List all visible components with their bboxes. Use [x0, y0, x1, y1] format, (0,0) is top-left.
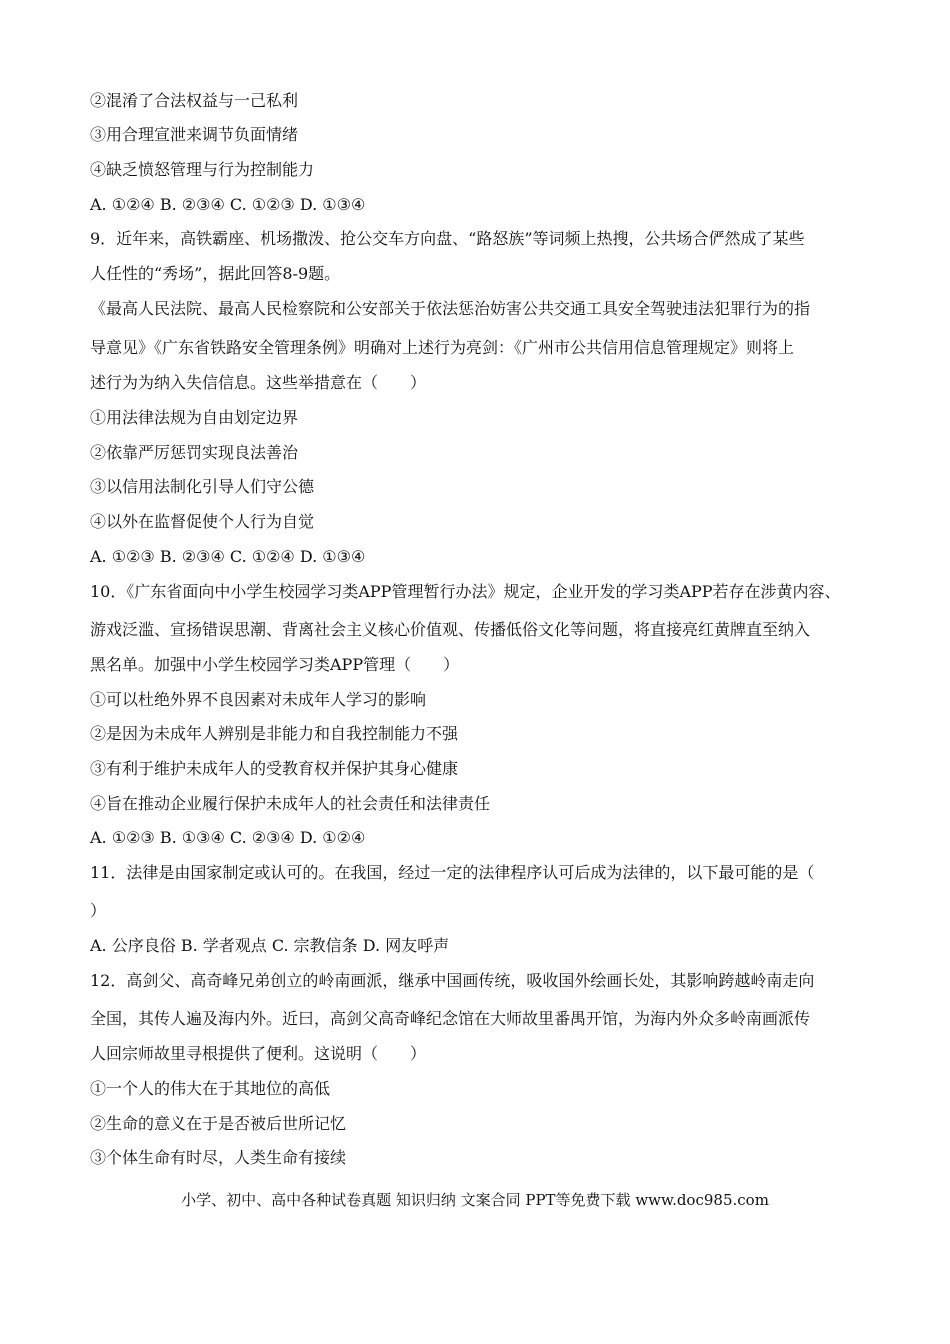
text-line: ②生命的意义在于是否被后世所记忆 — [90, 1114, 347, 1133]
answer-options: A. ①②③ B. ①③④ C. ②③④ D. ①②④ — [90, 828, 366, 847]
text-line: ①用法律法规为自由划定边界 — [90, 408, 299, 427]
page-footer: 小学、初中、高中各种试卷真题 知识归纳 文案合同 PPT等免费下载 www.doc985.com — [181, 1191, 769, 1209]
text-line: 人回宗师故里寻根提供了便利。这说明（ ） — [90, 1044, 427, 1063]
answer-options: A. 公序良俗 B. 学者观点 C. 宗教信条 D. 网友呼声 — [90, 936, 450, 955]
text-line: ） — [90, 901, 107, 920]
text-line: 游戏泛滥、宣扬错误思潮、背离社会主义核心价值观、传播低俗文化等问题，将直接亮红黄牌直至纳入 — [90, 620, 811, 639]
text-line: 全国，其传人遍及海内外。近曰，高剑父高奇峰纪念馆在大师故里番禺开馆，为海内外众多岭南画派传 — [90, 1009, 811, 1028]
text-line: 导意见》《广东省铁路安全管理条例》明确对上述行为亮剑：《广州市公共信用信息管理规定》则将上 — [90, 338, 795, 357]
answer-options: A. ①②③ B. ②③④ C. ①②④ D. ①③④ — [90, 547, 366, 566]
text-line: ①一个人的伟大在于其地位的高低 — [90, 1079, 331, 1098]
question-12: 12．高剑父、高奇峰兄弟创立的岭南画派，继承中国画传统，吸收国外绘画长处，其影响跨越岭南走向 — [90, 971, 815, 990]
text-line: ③有利于维护未成年人的受教育权并保护其身心健康 — [90, 759, 459, 778]
question-11: 11．法律是由国家制定或认可的。在我国，经过一定的法律程序认可后成为法律的，以下最可能的是（ — [90, 863, 815, 882]
text-line: ①可以杜绝外界不良因素对未成年人学习的影响 — [90, 690, 427, 709]
text-line: ④缺乏愤怒管理与行为控制能力 — [90, 160, 315, 179]
text-line: ②依靠严厉惩罚实现良法善治 — [90, 443, 299, 462]
text-line: ③个体生命有时尽，人类生命有接续 — [90, 1148, 347, 1167]
text-line: 人任性的“秀场”，据此回答8-9题。 — [90, 264, 341, 283]
text-line: ②是因为未成年人辨别是非能力和自我控制能力不强 — [90, 724, 459, 743]
question-10: 10．《广东省面向中小学生校园学习类APP管理暂行办法》规定，企业开发的学习类APP若存在涉黄内容、 — [90, 582, 841, 601]
text-line: ④以外在监督促使个人行为自觉 — [90, 512, 315, 531]
text-line: ③用合理宣泄来调节负面情绪 — [90, 125, 299, 144]
text-line: 黑名单。加强中小学生校园学习类APP管理（ ） — [90, 655, 460, 674]
text-line: ④旨在推动企业履行保护未成年人的社会责任和法律责任 — [90, 794, 491, 813]
text-line: ②混淆了合法权益与一己私利 — [90, 91, 299, 110]
text-line: ③以信用法制化引导人们守公德 — [90, 477, 315, 496]
question-9: 9．近年来，高铁霸座、机场撒泼、抢公交车方向盘、“路怒族”等词频上热搜，公共场合俨然成了某些 — [90, 229, 805, 248]
text-line: 述行为为纳入失信信息。这些举措意在（ ） — [90, 373, 427, 392]
text-line: 《最高人民法院、最高人民检察院和公安部关于依法惩治妨害公共交通工具安全驾驶违法犯罪行为的指 — [90, 299, 811, 318]
answer-options: A. ①②④ B. ②③④ C. ①②③ D. ①③④ — [90, 195, 366, 214]
